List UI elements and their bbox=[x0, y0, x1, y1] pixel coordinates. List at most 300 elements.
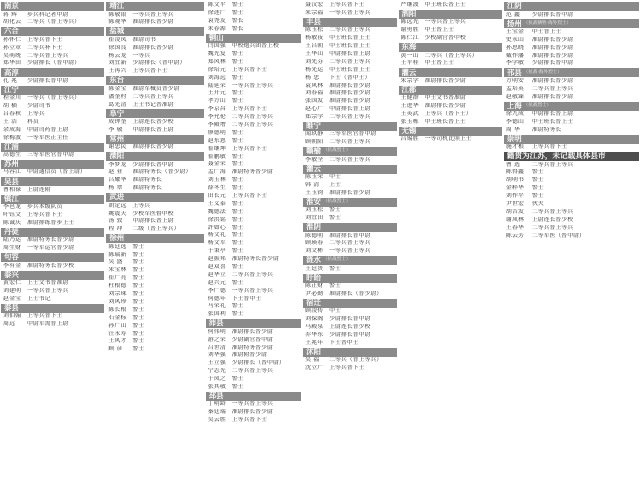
person-row bbox=[504, 12, 639, 20]
person-name: 王春华 bbox=[505, 224, 525, 231]
person-rank: 中尉排长普上尉 bbox=[329, 106, 371, 113]
county-name: 靖江 bbox=[109, 2, 125, 11]
person-row bbox=[206, 401, 301, 409]
person-row bbox=[206, 26, 301, 34]
person-row bbox=[303, 283, 396, 291]
person-row bbox=[504, 111, 639, 119]
person-rank: 警士 bbox=[231, 58, 244, 65]
county-name: 高淳 bbox=[4, 68, 19, 77]
person-row bbox=[303, 98, 396, 106]
person-rank: 准尉特务长普少尉 bbox=[231, 256, 279, 263]
county-section bbox=[1, 271, 104, 304]
person-rank: 准尉排长普少尉 bbox=[132, 144, 174, 151]
person-name: 谢忠民 bbox=[108, 144, 127, 151]
county-section bbox=[303, 223, 396, 256]
person-name: 谢凤林 bbox=[505, 216, 525, 223]
person-rank: 准尉特务普少尉 bbox=[231, 169, 273, 176]
person-row bbox=[206, 106, 301, 114]
person-row bbox=[504, 225, 639, 233]
county-name: 上海 bbox=[506, 101, 522, 110]
county-header bbox=[106, 193, 203, 202]
person-rank: 二等兵补下士 bbox=[27, 44, 63, 51]
person-rank: 中士班长普上士 bbox=[424, 118, 466, 125]
county-header bbox=[106, 76, 203, 85]
person-rank: 少尉司书 bbox=[27, 103, 51, 110]
county-name: 睢宁 bbox=[306, 121, 321, 131]
person-rank: 警士 bbox=[231, 74, 244, 81]
person-name: 刘文彬 bbox=[305, 248, 324, 255]
person-rank: 警士 bbox=[231, 232, 244, 239]
person-rank: 少尉副官普中尉 bbox=[231, 336, 273, 343]
county-section bbox=[106, 152, 203, 193]
person-row bbox=[106, 211, 203, 219]
person-name: 王风才 bbox=[108, 338, 127, 345]
person-rank: 二等兵普上等兵 bbox=[329, 240, 371, 247]
person-name: 尹世宏 bbox=[505, 201, 525, 208]
person-rank: 准尉排长普少尉 bbox=[329, 98, 371, 105]
person-rank: 二等兵普上等兵 bbox=[531, 208, 574, 215]
person-rank: 准尉排长普少尉 bbox=[231, 409, 273, 416]
person-rank: 步兵科记者中尉 bbox=[27, 11, 69, 18]
county-name: 盐城 bbox=[109, 27, 125, 36]
person-row bbox=[106, 102, 203, 110]
person-name: 吴 盛 bbox=[108, 259, 123, 266]
person-name: 崔广亮 bbox=[108, 275, 127, 282]
county-section bbox=[399, 86, 502, 127]
person-row bbox=[106, 346, 203, 354]
person-name: 汪永寿 bbox=[108, 330, 127, 337]
person-row bbox=[106, 267, 203, 275]
person-rank: 警士 bbox=[231, 161, 244, 168]
person-row bbox=[106, 315, 203, 323]
person-rank: 准尉特务长 bbox=[132, 185, 162, 192]
county-header bbox=[206, 319, 301, 328]
person-row bbox=[1, 212, 104, 220]
person-name: 顾 彦 bbox=[108, 346, 123, 353]
person-rank: 上士 bbox=[329, 182, 341, 189]
person-rank: 警士 bbox=[231, 9, 244, 16]
person-rank: 上等兵普下士 bbox=[27, 36, 63, 43]
county-section bbox=[1, 86, 104, 143]
person-row bbox=[303, 332, 396, 340]
county-section bbox=[106, 109, 203, 134]
county-header bbox=[1, 253, 104, 262]
person-row bbox=[303, 240, 396, 248]
person-row bbox=[303, 67, 396, 75]
person-name: 王廷贵 bbox=[305, 265, 324, 272]
person-rank: 一等兵普上等兵 bbox=[424, 19, 466, 26]
person-rank: 上等兵普下士 bbox=[231, 417, 268, 424]
person-rank: 警士 bbox=[231, 2, 244, 8]
person-name: 杨云龙 bbox=[108, 52, 127, 59]
county-section bbox=[1, 160, 104, 177]
person-name: 周 华 bbox=[505, 126, 521, 133]
county-section bbox=[504, 19, 639, 68]
person-rank: 准尉特务长 bbox=[531, 126, 562, 133]
person-name: 张国利 bbox=[207, 311, 226, 318]
person-rank: 二等兵普上等兵 bbox=[329, 156, 371, 163]
person-row bbox=[303, 75, 396, 83]
person-rank: 警士 bbox=[231, 303, 244, 310]
person-rank: 上士书记普准尉 bbox=[132, 101, 174, 108]
person-name: 赵东恩 bbox=[207, 137, 226, 144]
person-name: 陈仁江 bbox=[400, 35, 419, 42]
county-name: 溧阳 bbox=[109, 152, 125, 161]
person-rank: 准尉排长普少尉 bbox=[531, 93, 574, 100]
person-name: 徐培元 bbox=[207, 66, 226, 73]
person-rank: 中校炮兵团普上校 bbox=[231, 43, 279, 50]
person-row bbox=[206, 360, 301, 368]
person-row bbox=[303, 215, 396, 223]
county-name: 淮阴 bbox=[306, 223, 321, 232]
county-section bbox=[1, 195, 104, 228]
person-rank: 警士 bbox=[132, 243, 145, 250]
person-rank: 准尉排长普少尉 bbox=[231, 328, 273, 335]
person-name: 郑宗学 bbox=[305, 114, 324, 121]
person-rank: 上等兵普下士 bbox=[329, 365, 365, 372]
person-row bbox=[303, 190, 396, 198]
county-note: （抗战烈士） bbox=[523, 102, 552, 108]
county-section bbox=[303, 256, 396, 273]
person-row bbox=[303, 157, 396, 165]
county-header bbox=[303, 299, 396, 308]
person-rank: 准尉军械员普少尉 bbox=[132, 85, 180, 92]
person-rank: 准尉排长普少尉 bbox=[132, 44, 174, 51]
person-row bbox=[504, 45, 639, 53]
person-row bbox=[106, 119, 203, 127]
person-rank: 下士普中士 bbox=[329, 340, 359, 346]
person-name: 刘华强 bbox=[207, 352, 226, 359]
county-name: 江宁 bbox=[4, 85, 19, 94]
person-row bbox=[206, 217, 301, 225]
person-name: 杨敏夜 bbox=[305, 35, 324, 42]
person-name: 顾凌传 bbox=[305, 308, 324, 315]
person-name: 刘海远 bbox=[207, 74, 226, 81]
county-section bbox=[1, 253, 104, 270]
person-row bbox=[1, 135, 104, 143]
person-name: 程金川 bbox=[3, 95, 22, 102]
person-row bbox=[1, 220, 104, 228]
person-name: 张玉栋 bbox=[400, 118, 419, 125]
person-row bbox=[1, 169, 104, 177]
person-name: 杨文礼 bbox=[207, 232, 226, 239]
person-name: 李敏全 bbox=[305, 156, 324, 163]
person-rank: 少尉排长（普中尉） bbox=[132, 60, 186, 67]
person-rank: 警士 bbox=[132, 314, 145, 321]
person-row bbox=[106, 323, 203, 331]
roster-column-4 bbox=[303, 2, 396, 489]
person-name: 朱宗福 bbox=[305, 9, 324, 16]
person-row bbox=[504, 162, 639, 170]
person-row bbox=[504, 127, 639, 135]
county-name: 吴县 bbox=[4, 177, 19, 186]
person-name: 崔凌凤 bbox=[108, 36, 127, 43]
person-row bbox=[106, 252, 203, 260]
person-row bbox=[303, 43, 396, 51]
person-row bbox=[206, 10, 301, 18]
person-row bbox=[303, 316, 396, 324]
roster-column-1 bbox=[1, 2, 104, 489]
person-row bbox=[106, 177, 203, 185]
roster-column-3 bbox=[206, 2, 301, 489]
person-rank: 上等兵普下士 bbox=[27, 313, 63, 320]
county-name: 盱眙 bbox=[306, 273, 321, 282]
county-section bbox=[206, 392, 301, 425]
person-name: 許如心 bbox=[207, 224, 226, 231]
person-row bbox=[106, 226, 203, 234]
county-header bbox=[1, 2, 104, 11]
person-name: 刘宗珠 bbox=[108, 291, 127, 298]
person-row bbox=[504, 53, 639, 61]
county-name: 阜宁 bbox=[109, 109, 125, 118]
person-name: 丁明龄 bbox=[207, 401, 226, 408]
person-row bbox=[106, 68, 203, 76]
county-header bbox=[303, 198, 396, 207]
county-header bbox=[1, 271, 104, 280]
person-rank: 警士 bbox=[132, 291, 145, 298]
county-header bbox=[303, 348, 396, 357]
person-name: 孟广海 bbox=[207, 169, 226, 176]
person-rank: 少尉排长普中尉 bbox=[329, 316, 371, 323]
person-name: 秦廷瑞 bbox=[207, 409, 226, 416]
person-name: 闫国强 bbox=[207, 43, 226, 50]
person-row bbox=[206, 122, 301, 130]
person-row bbox=[504, 233, 639, 241]
person-row bbox=[504, 29, 639, 37]
county-header bbox=[303, 274, 396, 283]
person-name: 孙立章 bbox=[3, 44, 22, 51]
person-row bbox=[206, 303, 301, 311]
county-section bbox=[206, 319, 301, 392]
person-row bbox=[303, 90, 396, 98]
person-rank: 警士 bbox=[231, 208, 244, 215]
person-rank: 准尉附普少尉 bbox=[231, 352, 268, 359]
person-name: 薛冬生 bbox=[207, 185, 226, 192]
person-row bbox=[206, 90, 301, 98]
person-row bbox=[206, 225, 301, 233]
person-name: 陈玉荣 bbox=[305, 174, 324, 181]
person-name: 王吕朝 bbox=[305, 43, 324, 50]
person-rank: 警士 bbox=[132, 306, 145, 313]
county-name: 赣榆 bbox=[306, 147, 321, 156]
person-row bbox=[504, 37, 639, 45]
person-name: 施才根 bbox=[505, 144, 525, 151]
county-name: 沭阳 bbox=[306, 347, 321, 357]
county-section bbox=[399, 43, 502, 68]
county-section bbox=[106, 135, 203, 152]
county-header bbox=[1, 228, 104, 237]
person-rank: 警士 bbox=[329, 283, 341, 290]
county-header bbox=[504, 135, 639, 144]
person-name: 廖德明 bbox=[207, 129, 226, 136]
person-name: 吕世清 bbox=[207, 344, 226, 351]
person-rank: 中士班长普上士 bbox=[329, 66, 371, 73]
person-name: 尹必勤 bbox=[305, 291, 324, 298]
person-row bbox=[1, 237, 104, 245]
county-name: 丰县 bbox=[306, 17, 321, 26]
county-header bbox=[1, 27, 104, 36]
county-header bbox=[1, 304, 104, 313]
person-name: 徐国良 bbox=[108, 44, 127, 51]
person-name: 王玉钧 bbox=[305, 189, 324, 196]
county-header bbox=[206, 34, 301, 43]
person-rank: 中士普上士 bbox=[424, 60, 454, 67]
person-name: 刘玉林 bbox=[207, 177, 226, 184]
person-row bbox=[1, 263, 104, 271]
person-name: 郑华田 bbox=[3, 60, 22, 67]
person-rank: 准尉特务普少尉 bbox=[231, 344, 273, 351]
county-header bbox=[504, 152, 639, 161]
person-rank: 中尉排长普上尉 bbox=[132, 126, 174, 133]
county-name: 灌云 bbox=[401, 68, 417, 77]
person-row bbox=[1, 95, 104, 103]
person-name: 胡明书 bbox=[505, 177, 525, 184]
person-row bbox=[399, 27, 502, 35]
person-rank: 准尉排练普步上士 bbox=[27, 220, 75, 227]
county-section bbox=[106, 27, 203, 76]
county-section bbox=[504, 68, 639, 101]
person-row bbox=[206, 2, 301, 10]
person-row bbox=[206, 59, 301, 67]
person-name: 王再兴 bbox=[108, 68, 127, 75]
person-row bbox=[106, 299, 203, 307]
person-rank: 一等兵普上等兵 bbox=[27, 287, 69, 294]
county-name: 扬州 bbox=[506, 19, 522, 28]
person-rank: 准尉排长普少尉 bbox=[329, 90, 371, 97]
person-name: 史永山 bbox=[505, 36, 525, 43]
person-row bbox=[206, 185, 301, 193]
county-header bbox=[1, 143, 104, 152]
person-row bbox=[1, 78, 104, 86]
county-header bbox=[504, 102, 639, 111]
county-section bbox=[1, 68, 104, 85]
person-rank: 警士 bbox=[231, 50, 244, 57]
person-rank: 一等兵 bbox=[132, 52, 151, 59]
person-row bbox=[303, 35, 396, 43]
person-row bbox=[106, 127, 203, 135]
person-name: 赵兴元 bbox=[207, 279, 226, 286]
roster-column-5 bbox=[399, 2, 502, 489]
person-row bbox=[206, 288, 301, 296]
person-name: 汤 敦 bbox=[108, 218, 123, 225]
person-name: 刘宜田 bbox=[305, 215, 324, 222]
county-section bbox=[303, 122, 396, 147]
person-rank: 二等兵普上等兵 bbox=[531, 85, 574, 92]
person-row bbox=[206, 18, 301, 26]
person-row bbox=[106, 53, 203, 61]
person-row bbox=[206, 256, 301, 264]
person-row bbox=[303, 59, 396, 67]
person-name: 孙广山 bbox=[108, 322, 127, 329]
county-header bbox=[1, 68, 104, 77]
person-rank: 警士 bbox=[132, 298, 145, 305]
person-rank: 中士 bbox=[329, 308, 341, 315]
person-rank: 上等兵普下士 bbox=[531, 144, 568, 151]
person-row bbox=[303, 340, 396, 348]
person-row bbox=[303, 233, 396, 241]
person-row bbox=[399, 95, 502, 103]
person-rank: 警士 bbox=[231, 153, 244, 160]
person-name: 吕锡胜 bbox=[400, 136, 419, 143]
person-name: 李广德 bbox=[207, 287, 226, 294]
person-rank: 一等司机比照上士 bbox=[424, 136, 472, 143]
person-name: 王兆年 bbox=[305, 340, 324, 346]
county-header bbox=[1, 177, 104, 186]
person-name: 严继波 bbox=[400, 2, 419, 8]
person-name: 郑风林 bbox=[207, 58, 226, 65]
person-row bbox=[106, 45, 203, 53]
person-rank: 一等军医正主任 bbox=[27, 134, 69, 141]
person-rank: 准尉排长普少尉 bbox=[424, 103, 466, 110]
person-name: 刘玉松 bbox=[305, 207, 324, 214]
person-row bbox=[206, 232, 301, 240]
person-name: 刘作平 bbox=[505, 193, 525, 200]
county-header bbox=[1, 195, 104, 204]
person-row bbox=[106, 338, 203, 346]
county-section bbox=[106, 193, 203, 234]
county-name: 东台 bbox=[109, 76, 125, 85]
county-section bbox=[206, 34, 301, 320]
county-header bbox=[106, 234, 203, 243]
person-rank: 中尉军需普上尉 bbox=[27, 321, 69, 328]
person-name: 胡吉发 bbox=[505, 208, 525, 215]
person-row bbox=[1, 245, 104, 253]
person-name: 王义泰 bbox=[207, 200, 226, 207]
person-name: 石金标 bbox=[108, 314, 127, 321]
person-rank: 一等兵普上等兵 bbox=[231, 401, 273, 408]
person-row bbox=[206, 146, 301, 154]
person-rank: 中士普上士 bbox=[424, 27, 454, 34]
county-section bbox=[303, 18, 396, 122]
person-name: 程 冲 bbox=[108, 226, 123, 233]
person-rank: 少尉排长普中尉 bbox=[531, 11, 574, 18]
county-section bbox=[303, 198, 396, 223]
person-rank: 二级（普上等兵） bbox=[132, 226, 180, 233]
person-row bbox=[504, 119, 639, 127]
person-rank: 少尉排长（普中尉） bbox=[231, 360, 285, 367]
county-header bbox=[106, 109, 203, 118]
person-rank: 中尉通信员（普上尉） bbox=[27, 169, 86, 176]
person-name: 曹相禄 bbox=[3, 186, 22, 193]
person-row bbox=[206, 130, 301, 138]
person-row bbox=[1, 280, 104, 288]
person-rank: 警士 bbox=[531, 177, 544, 184]
person-rank: 警士 bbox=[531, 193, 544, 200]
person-rank: 准尉排长普少尉 bbox=[531, 77, 574, 84]
person-row bbox=[206, 67, 301, 75]
person-row bbox=[206, 114, 301, 122]
person-name: 陈诚庆 bbox=[3, 220, 22, 227]
county-header bbox=[303, 165, 396, 174]
person-name: 杜根德 bbox=[108, 283, 127, 290]
person-rank: 少校副官普中校 bbox=[424, 35, 466, 42]
person-rank: 警士 bbox=[231, 98, 244, 105]
person-rank: 警士 bbox=[231, 129, 244, 136]
person-name: 陈正财 bbox=[305, 283, 324, 290]
person-rank: 警士 bbox=[231, 248, 244, 255]
person-name: 游之荣 bbox=[207, 336, 226, 343]
person-name: 于秉亭 bbox=[207, 248, 226, 255]
person-rank: 准尉排长普少尉 bbox=[424, 77, 466, 84]
person-row bbox=[106, 37, 203, 45]
person-name: 袁尧友 bbox=[207, 17, 226, 24]
county-section bbox=[106, 2, 203, 27]
person-name: 金粹华 bbox=[505, 185, 525, 192]
person-name: 于凤之 bbox=[207, 376, 226, 383]
person-row bbox=[106, 203, 203, 211]
person-name: 刘伯翰 bbox=[3, 313, 22, 320]
person-name: 李京昌 bbox=[207, 106, 226, 113]
